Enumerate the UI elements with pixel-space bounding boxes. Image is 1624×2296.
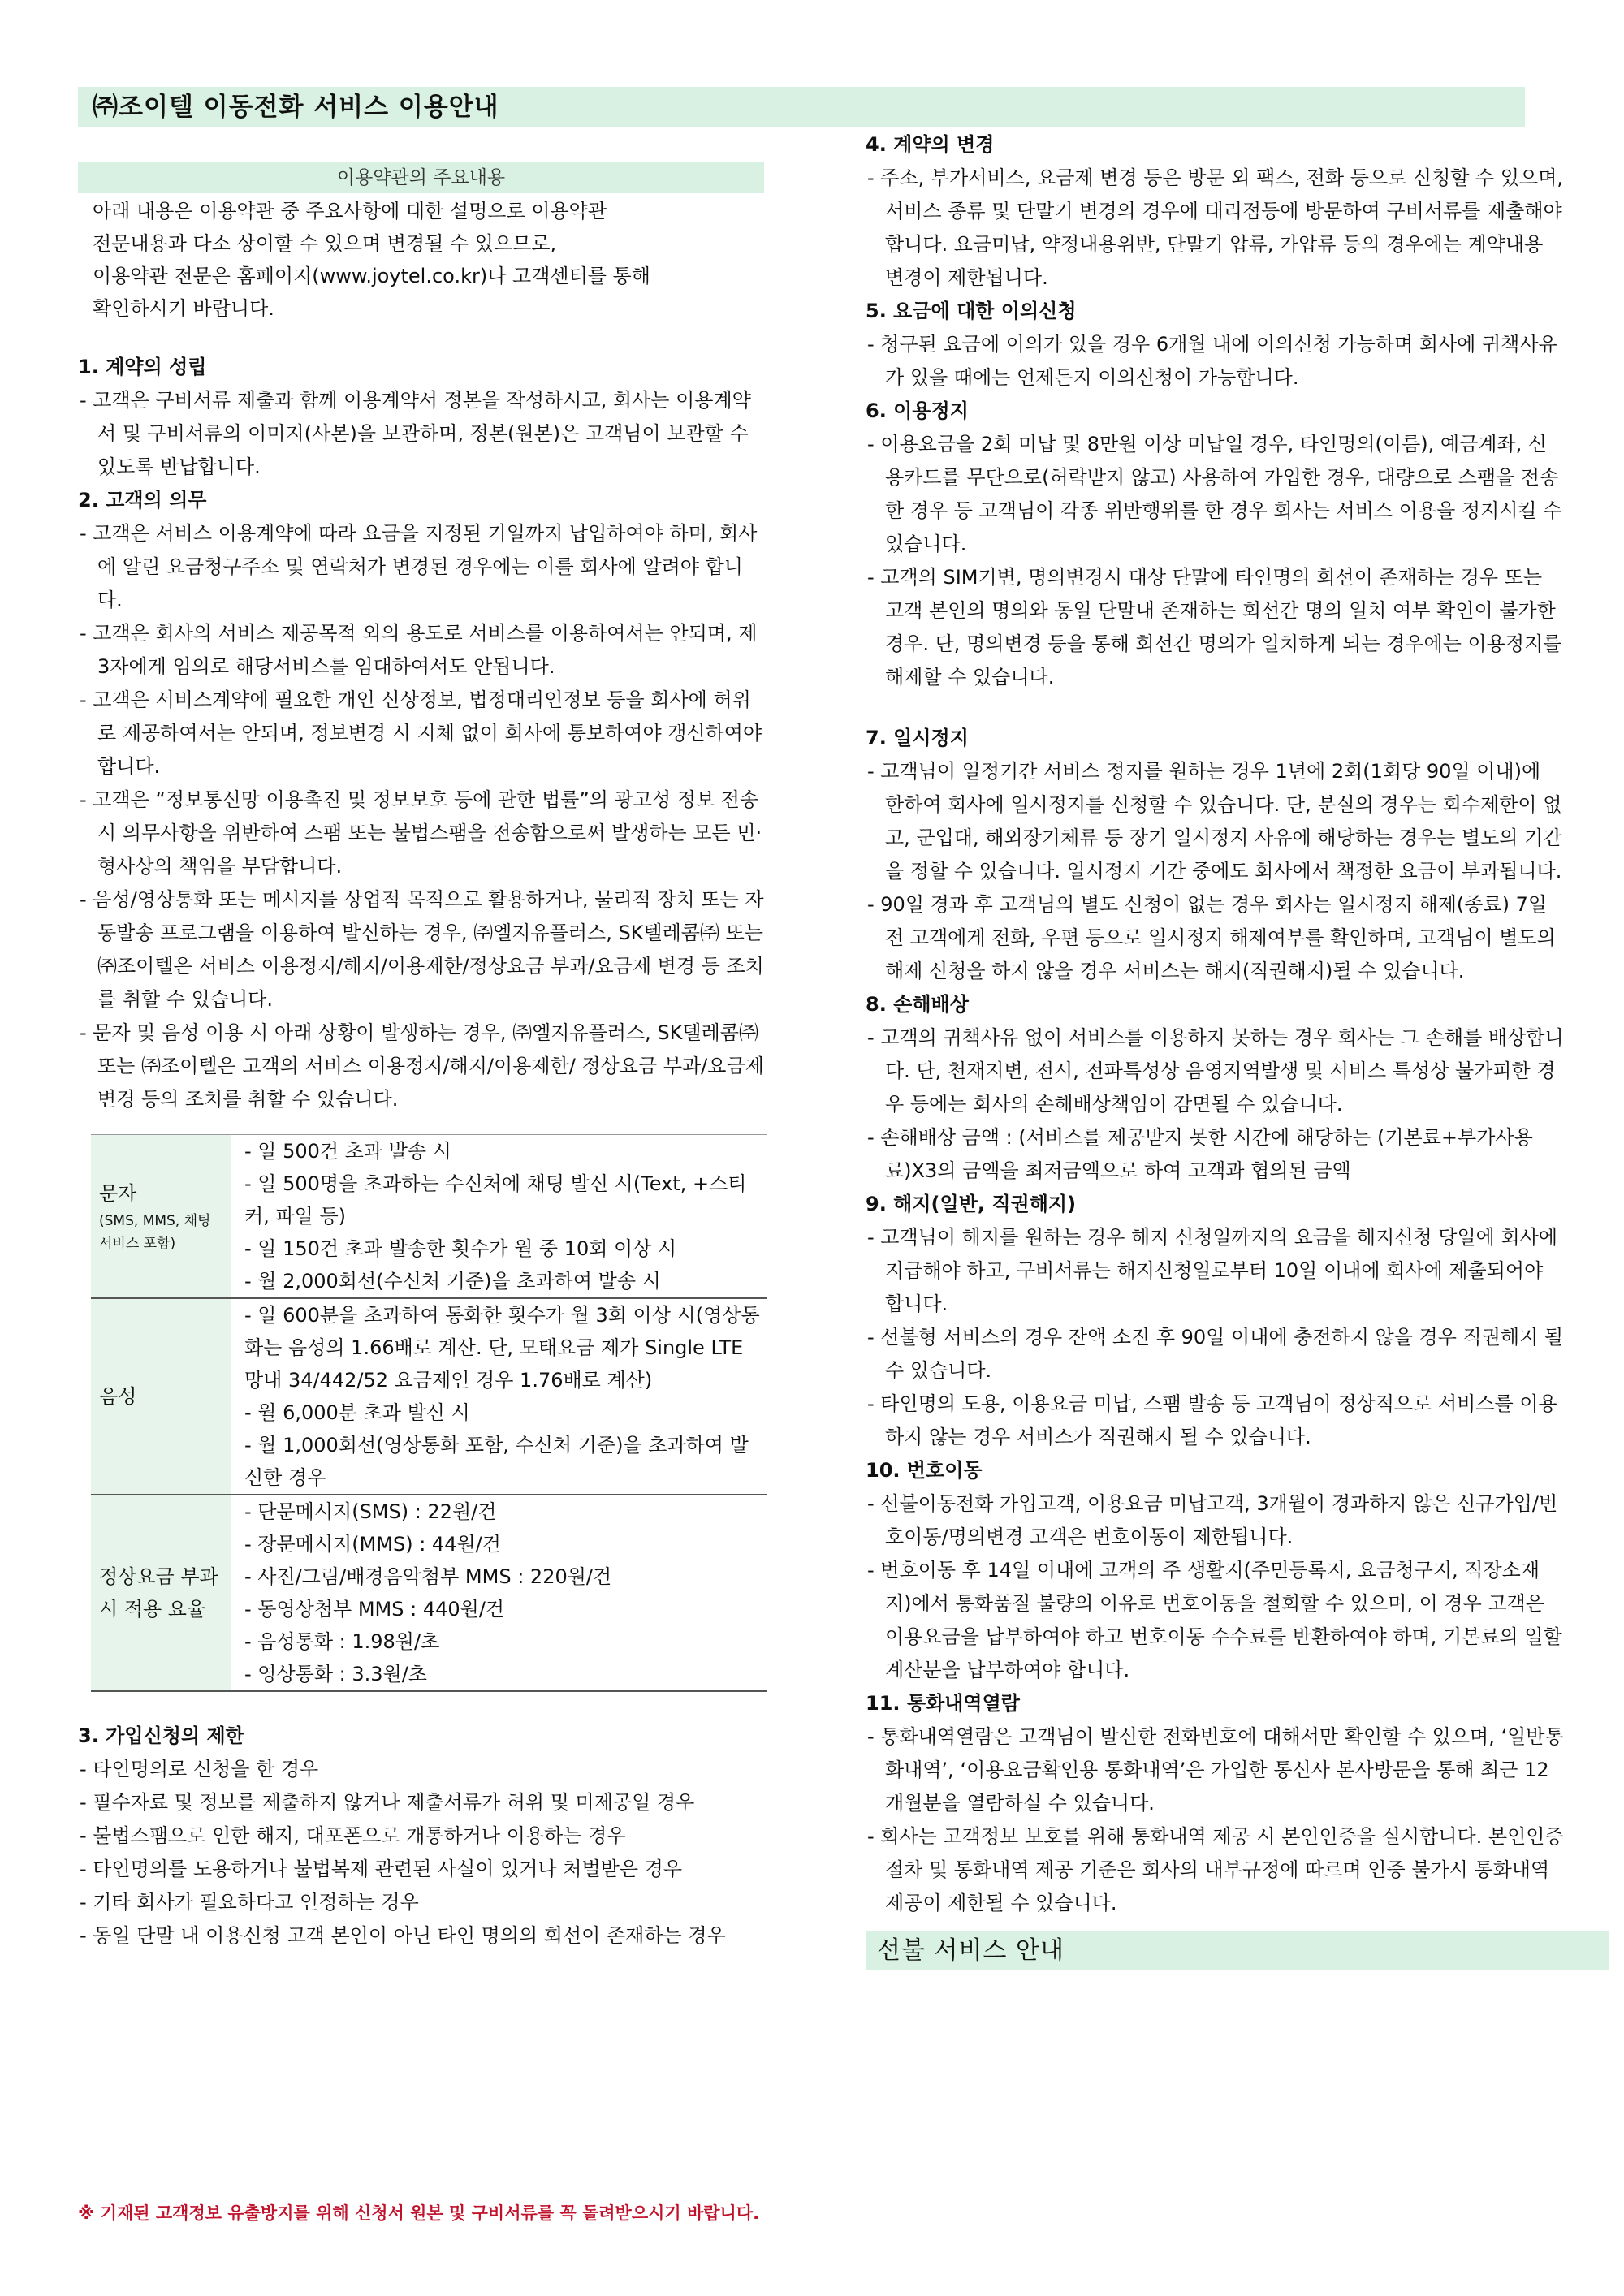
- section-item: - 90일 경과 후 고객님의 별도 신청이 없는 경우 회사는 일시정지 해제(종료) 7일전 고객에게 전화, 우편 등으로 일시정지 해제여부를 확인하며, 고객님이 별도의 해제 신청을 하지 않을 경우 서비스는 해지(직권해지)될 수 있습니다.: [867, 893, 1556, 982]
- usage-limits-table: [91, 1134, 767, 1692]
- section-3: [78, 1720, 764, 1953]
- section-9: [866, 1188, 1564, 1454]
- terms-box-line: 아래 내용은 이용약관 중 주요사항에 대한 설명으로 이용약관: [93, 200, 607, 222]
- detail-line: - 월 2,000회선(수신처 기준)을 초과하여 발송 시: [244, 1270, 661, 1293]
- detail-line: - 월 6,000분 초과 발신 시: [244, 1401, 470, 1424]
- section-item: - 타인명의로 신청을 한 경우: [80, 1758, 319, 1780]
- section-2: [78, 484, 764, 1116]
- page-title: ㈜조이텔 이동전화 서비스 이용안내: [78, 87, 1525, 127]
- section-item: - 주소, 부가서비스, 요금제 변경 등은 방문 외 팩스, 전화 등으로 신청할 수 있으며, 서비스 종류 및 단말기 변경의 경우에 대리점등에 방문하여 구비서류를 제출해야 합니다. 요금미납, 약정내용위반, 단말기 압류, 가압류 등의 경우에는 계약내용 변경이 제한됩니다.: [867, 166, 1564, 289]
- section-item: - 문자 및 음성 이용 시 아래 상황이 발생하는 경우, ㈜엘지유플러스, SK텔레콤㈜ 또는 ㈜조이텔은 고객의 서비스 이용정지/해지/이용제한/ 정상요금 부과/요금제 변경 등의 조치를 취할 수 있습니다.: [80, 1021, 764, 1111]
- detail-line: - 영상통화 : 3.3원/초: [244, 1663, 427, 1685]
- section-heading: 5. 요금에 대한 이의신청: [866, 300, 1077, 322]
- section-item: - 타인명의 도용, 이용요금 미납, 스팸 발송 등 고객님이 정상적으로 서비스를 이용하지 않는 경우 서비스가 직권해지 될 수 있습니다.: [867, 1392, 1557, 1448]
- detail-line: - 장문메시지(MMS) : 44원/건: [244, 1533, 501, 1556]
- table-detail: [231, 1135, 768, 1299]
- section-item: - 회사는 고객정보 보호를 위해 통화내역 제공 시 본인인증을 실시합니다. 본인인증 절차 및 통화내역 제공 기준은 회사의 내부규정에 따르며 인증 불가시 통화내역 제공이 제한될 수 있습니다.: [867, 1825, 1564, 1914]
- section-item: - 고객은 구비서류 제출과 함께 이용계약서 정본을 작성하시고, 회사는 이용계약서 및 구비서류의 이미지(사본)을 보관하며, 정본(원본)은 고객님이 보관할 수 있도록 반납합니다.: [80, 389, 751, 478]
- section-item: - 동일 단말 내 이용신청 고객 본인이 아닌 타인 명의의 회선이 존재하는 경우: [80, 1924, 726, 1947]
- section-item: - 고객의 귀책사유 없이 서비스를 이용하지 못하는 경우 회사는 그 손해를 배상합니다. 단, 천재지변, 전시, 전파특성상 음영지역발생 및 서비스 특성상 불가피한 경우 등에는 회사의 손해배상책임이 감면될 수 있습니다.: [867, 1026, 1564, 1116]
- section-heading: 6. 이용정지: [866, 399, 969, 422]
- category-label: 정상요금 부과 시 적용 요율: [99, 1565, 218, 1621]
- terms-box-body: [78, 193, 764, 330]
- section-heading: 1. 계약의 성립: [78, 356, 207, 378]
- detail-line: - 일 150건 초과 발송한 횟수가 월 중 10회 이상 시: [244, 1237, 677, 1260]
- terms-box-line: 확인하시기 바랍니다.: [93, 297, 274, 320]
- section-10: [866, 1454, 1564, 1687]
- section-item: - 음성/영상통화 또는 메시지를 상업적 목적으로 활용하거나, 물리적 장치 또는 자동발송 프로그램을 이용하여 발신하는 경우, ㈜엘지유플러스, SK텔레콤㈜ 또는 ㈜조이텔은 서비스 이용정지/해지/이용제한/정상요금 부과/요금제 변경 등 조치를 취할 수 있습니다.: [80, 888, 764, 1011]
- prepaid-service-title: 선불 서비스 안내: [866, 1931, 1609, 1970]
- section-heading: 9. 해지(일반, 직권해지): [866, 1193, 1077, 1215]
- section-item: - 기타 회사가 필요하다고 인정하는 경우: [80, 1891, 419, 1914]
- section-11: [866, 1687, 1564, 1920]
- category-label: 음성: [99, 1385, 137, 1408]
- section-item: - 통화내역열람은 고객님이 발신한 전화번호에 대해서만 확인할 수 있으며, ‘일반통화내역’, ‘이용요금확인용 통화내역’은 가입한 통신사 본사방문을 통해 최근 12개월분을 열람하실 수 있습니다.: [867, 1725, 1564, 1815]
- section-item: - 고객은 서비스 이용계약에 따라 요금을 지정된 기일까지 납입하여야 하며, 회사에 알린 요금청구주소 및 연락처가 변경된 경우에는 이를 회사에 알려야 합니다.: [80, 522, 758, 611]
- section-4: [866, 128, 1564, 295]
- section-1: [78, 351, 764, 484]
- section-heading: 4. 계약의 변경: [866, 133, 995, 156]
- table-category: [91, 1135, 231, 1299]
- section-7: [866, 722, 1564, 988]
- table-detail: [231, 1495, 768, 1691]
- detail-line: - 일 500명을 초과하는 수신처에 채팅 발신 시(Text, +스티커, 파일 등): [244, 1172, 747, 1228]
- terms-summary-box: [78, 162, 764, 330]
- left-column: [78, 162, 764, 1953]
- section-item: - 이용요금을 2회 미납 및 8만원 이상 미납일 경우, 타인명의(이름), 예금계좌, 신용카드를 무단으로(허락받지 않고) 사용하여 가입한 경우, 대량으로 스팸을 전송한 경우 등 고객님이 각종 위반행위를 한 경우 회사는 서비스 이용을 정지시킬 수 있습니다.: [867, 433, 1562, 555]
- section-8: [866, 988, 1564, 1188]
- table-detail: [231, 1298, 768, 1495]
- section-item: - 고객은 “정보통신망 이용촉진 및 정보보호 등에 관한 법률”의 광고성 정보 전송 시 의무사항을 위반하여 스팸 또는 불법스팸을 전송함으로써 발생하는 모든 민·형사상의 책임을 부담합니다.: [80, 788, 762, 878]
- section-item: - 선불이동전화 가입고객, 이용요금 미납고객, 3개월이 경과하지 않은 신규가입/번호이동/명의변경 고객은 번호이동이 제한됩니다.: [867, 1492, 1558, 1548]
- section-heading: 8. 손해배상: [866, 993, 969, 1016]
- table-category: [91, 1298, 231, 1495]
- return-documents-notice: ※ 기재된 고객정보 유출방지를 위해 신청서 원본 및 구비서류를 꼭 돌려받으시기 바랍니다.: [78, 2203, 760, 2223]
- section-heading: 7. 일시정지: [866, 727, 969, 749]
- section-item: - 불법스팸으로 인한 해지, 대포폰으로 개통하거나 이용하는 경우: [80, 1824, 626, 1847]
- detail-line: - 일 500건 초과 발송 시: [244, 1140, 451, 1163]
- right-column: [866, 128, 1564, 1970]
- detail-line: - 음성통화 : 1.98원/초: [244, 1630, 440, 1653]
- detail-line: - 단문메시지(SMS) : 22원/건: [244, 1500, 497, 1523]
- terms-box-line: 이용약관 전문은 홈페이지(www.joytel.co.kr)나 고객센터를 통해: [93, 265, 650, 287]
- section-item: - 선불형 서비스의 경우 잔액 소진 후 90일 이내에 충전하지 않을 경우 직권해지 될 수 있습니다.: [867, 1326, 1564, 1382]
- section-item: - 고객은 회사의 서비스 제공목적 외의 용도로 서비스를 이용하여서는 안되며, 제3자에게 임의로 해당서비스를 임대하여서도 안됩니다.: [80, 622, 758, 678]
- section-item: - 고객은 서비스계약에 필요한 개인 신상정보, 법정대리인정보 등을 회사에 허위로 제공하여서는 안되며, 정보변경 시 지체 없이 회사에 통보하여야 갱신하여야 합니다.: [80, 688, 762, 778]
- section-5: [866, 295, 1564, 395]
- terms-box-title: 이용약관의 주요내용: [78, 162, 764, 193]
- section-6: [866, 395, 1564, 694]
- section-item: - 손해배상 금액 : (서비스를 제공받지 못한 시간에 해당하는 (기본료+부가사용료)X3의 금액을 최저금액으로 하여 고객과 협의된 금액: [867, 1126, 1533, 1182]
- section-item: - 청구된 요금에 이의가 있을 경우 6개월 내에 이의신청 가능하며 회사에 귀책사유가 있을 때에는 언제든지 이의신청이 가능합니다.: [867, 333, 1557, 389]
- section-item: - 타인명의를 도용하거나 불법복제 관련된 사실이 있거나 처벌받은 경우: [80, 1858, 683, 1880]
- table-row: [91, 1298, 767, 1495]
- detail-line: - 일 600분을 초과하여 통화한 횟수가 월 3회 이상 시(영상통화는 음성의 1.66배로 계산. 단, 모태요금 제가 Single LTE 망내 34/442/52 요금제인 경우 1.76배로 계산): [244, 1304, 760, 1392]
- table-row: [91, 1495, 767, 1691]
- section-spacer: [866, 694, 1564, 722]
- category-sub: (SMS, MMS, 채팅서비스 포함): [99, 1213, 211, 1252]
- section-item: - 번호이동 후 14일 이내에 고객의 주 생활지(주민등록지, 요금청구지, 직장소재지)에서 통화품질 불량의 이유로 번호이동을 철회할 수 있으며, 이 경우 고객은 이용요금을 납부하여야 하고 번호이동 수수료를 반환하여야 하며, 기본료의 일할계산분을 납부하여야 합니다.: [867, 1559, 1562, 1681]
- table-category: [91, 1495, 231, 1691]
- detail-line: - 월 1,000회선(영상통화 포함, 수신처 기준)을 초과하여 발신한 경우: [244, 1434, 749, 1489]
- section-heading: 3. 가입신청의 제한: [78, 1724, 244, 1747]
- section-item: - 고객님이 일정기간 서비스 정지를 원하는 경우 1년에 2회(1회당 90일 이내)에 한하여 회사에 일시정지를 신청할 수 있습니다. 단, 분실의 경우는 회수제한이 없고, 군입대, 해외장기체류 등 장기 일시정지 사유에 해당하는 경우는 별도의 기간을 정할 수 있습니다. 일시정지 기간 중에도 회사에서 책정한 요금이 부과됩니다.: [867, 760, 1562, 883]
- section-heading: 2. 고객의 의무: [78, 489, 207, 511]
- section-heading: 10. 번호이동: [866, 1459, 983, 1482]
- detail-line: - 사진/그림/배경음악첨부 MMS : 220원/건: [244, 1565, 612, 1588]
- section-item: - 고객의 SIM기변, 명의변경시 대상 단말에 타인명의 회선이 존재하는 경우 또는 고객 본인의 명의와 동일 단말내 존재하는 회선간 명의 일치 여부 확인이 불가한 경우. 단, 명의변경 등을 통해 회선간 명의가 일치하게 되는 경우에는 이용정지를 해제할 수 있습니다.: [867, 566, 1562, 688]
- section-heading: 11. 통화내역열람: [866, 1692, 1020, 1715]
- section-item: - 고객님이 해지를 원하는 경우 해지 신청일까지의 요금을 해지신청 당일에 회사에 지급해야 하고, 구비서류는 해지신청일로부터 10일 이내에 회사에 제출되어야 합니다.: [867, 1226, 1558, 1315]
- table-row: [91, 1135, 767, 1299]
- section-item: - 필수자료 및 정보를 제출하지 않거나 제출서류가 허위 및 미제공일 경우: [80, 1791, 695, 1814]
- terms-box-line: 전문내용과 다소 상이할 수 있으며 변경될 수 있으므로,: [93, 232, 557, 255]
- detail-line: - 동영상첨부 MMS : 440원/건: [244, 1598, 505, 1621]
- category-label: 문자: [99, 1182, 137, 1205]
